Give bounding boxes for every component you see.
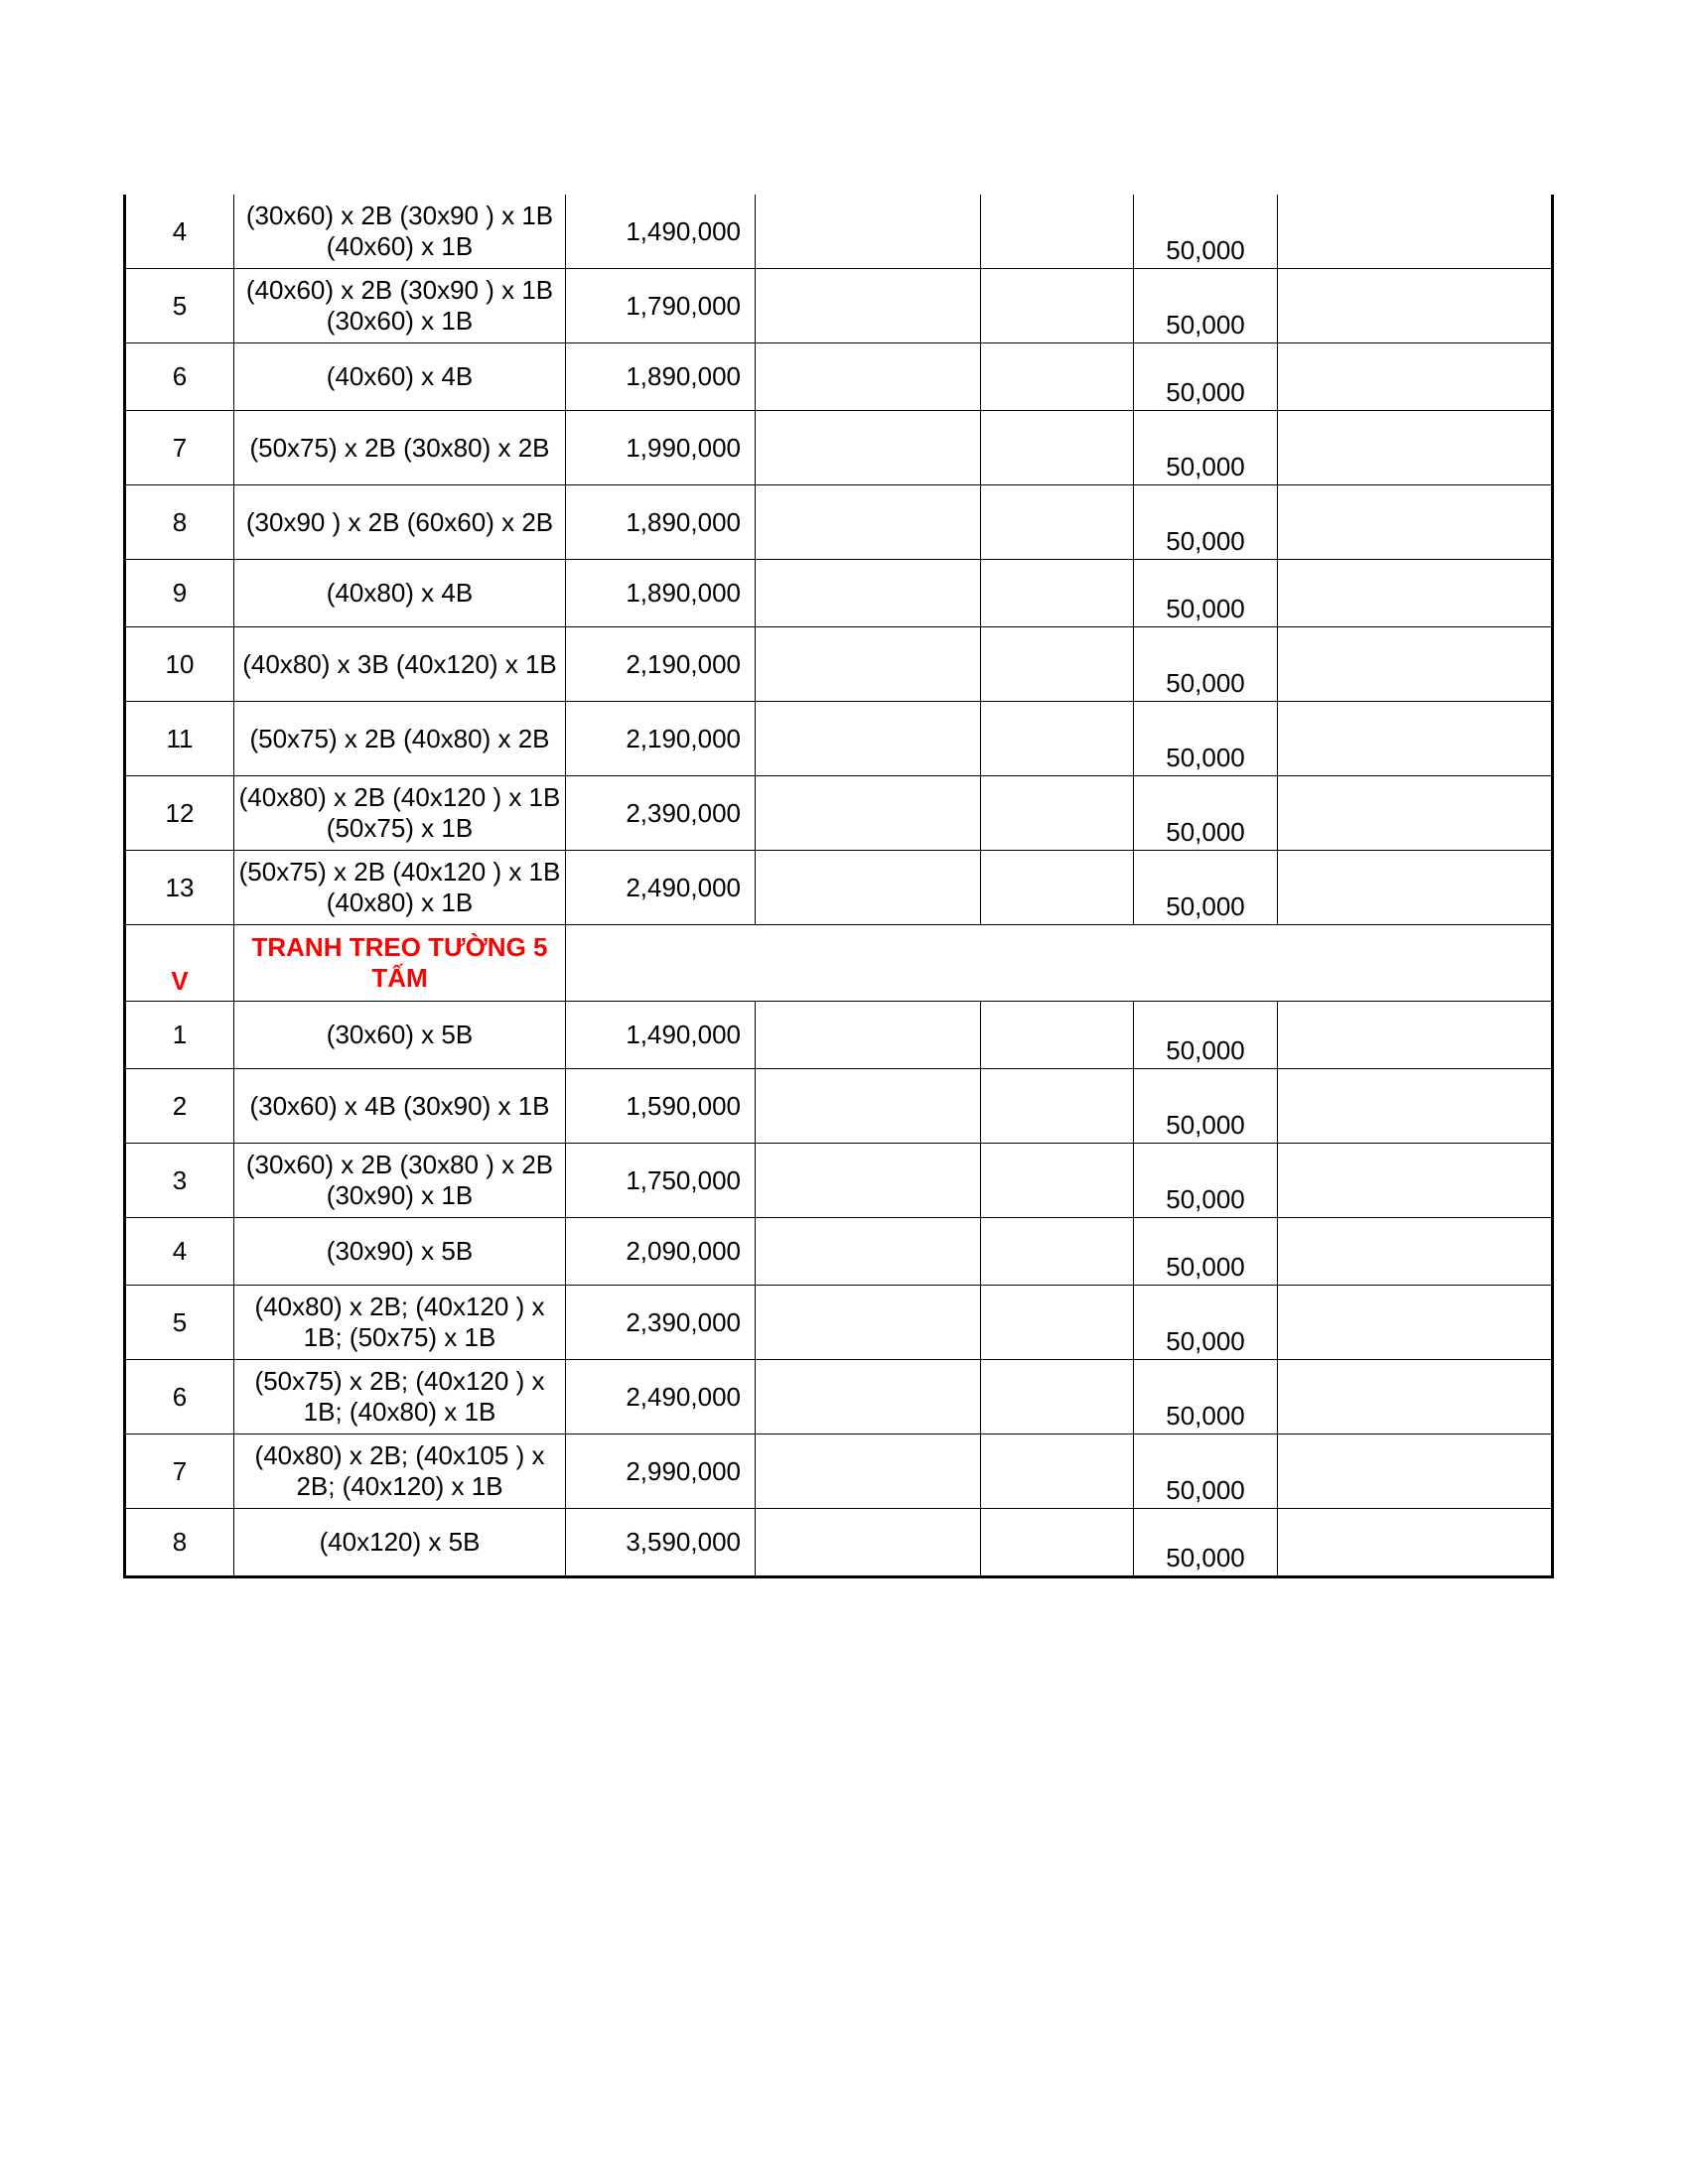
empty-cell <box>981 851 1134 925</box>
row-shipping: 50,000 <box>1134 1069 1278 1144</box>
row-description: (50x75) x 2B (30x80) x 2B <box>234 411 566 485</box>
row-description: (40x60) x 4B <box>234 343 566 411</box>
empty-cell <box>1278 1002 1553 1069</box>
table-row <box>125 1144 1553 1218</box>
empty-cell <box>1278 1144 1553 1218</box>
empty-cell <box>756 1218 981 1286</box>
row-description: (40x80) x 2B (40x120 ) x 1B (50x75) x 1B <box>234 776 566 851</box>
empty-cell <box>1278 1509 1553 1577</box>
row-number: 10 <box>125 627 234 702</box>
row-number: 7 <box>125 411 234 485</box>
empty-cell <box>1278 411 1553 485</box>
row-number: 9 <box>125 560 234 627</box>
row-shipping: 50,000 <box>1134 1286 1278 1360</box>
empty-cell <box>1278 702 1553 776</box>
empty-cell <box>1278 269 1553 343</box>
table-row <box>125 1434 1553 1509</box>
empty-cell <box>756 1360 981 1434</box>
empty-cell <box>981 1144 1134 1218</box>
row-number: 2 <box>125 1069 234 1144</box>
empty-cell <box>756 702 981 776</box>
empty-cell <box>756 411 981 485</box>
row-price: 2,190,000 <box>566 627 756 702</box>
row-number: 3 <box>125 1144 234 1218</box>
row-number: 7 <box>125 1434 234 1509</box>
empty-cell <box>1278 851 1553 925</box>
table-row <box>125 411 1553 485</box>
row-number: 13 <box>125 851 234 925</box>
table-row <box>125 1218 1553 1286</box>
empty-cell <box>1278 925 1553 1002</box>
table-row <box>125 1360 1553 1434</box>
empty-cell <box>1278 1434 1553 1509</box>
empty-cell <box>756 1286 981 1360</box>
empty-cell <box>981 702 1134 776</box>
row-number: 5 <box>125 1286 234 1360</box>
table-row <box>125 1002 1553 1069</box>
row-price: 1,590,000 <box>566 1069 756 1144</box>
row-price: 1,490,000 <box>566 195 756 269</box>
empty-cell <box>1278 1286 1553 1360</box>
row-shipping: 50,000 <box>1134 1360 1278 1434</box>
row-description: (30x60) x 2B (30x80 ) x 2B (30x90) x 1B <box>234 1144 566 1218</box>
row-number: 6 <box>125 1360 234 1434</box>
row-shipping: 50,000 <box>1134 485 1278 560</box>
table-row <box>125 1286 1553 1360</box>
section-v-header-body <box>125 925 1553 1002</box>
row-shipping: 50,000 <box>1134 1509 1278 1577</box>
empty-cell <box>981 1218 1134 1286</box>
row-shipping: 50,000 <box>1134 1218 1278 1286</box>
row-number: 6 <box>125 343 234 411</box>
row-description: (50x75) x 2B; (40x120 ) x 1B; (40x80) x 1B <box>234 1360 566 1434</box>
row-price: 2,390,000 <box>566 1286 756 1360</box>
empty-cell <box>981 776 1134 851</box>
empty-cell <box>756 1434 981 1509</box>
row-price: 1,790,000 <box>566 269 756 343</box>
empty-cell <box>756 1144 981 1218</box>
row-description: (40x60) x 2B (30x90 ) x 1B (30x60) x 1B <box>234 269 566 343</box>
row-price: 2,190,000 <box>566 702 756 776</box>
row-shipping: 50,000 <box>1134 851 1278 925</box>
empty-cell <box>981 1434 1134 1509</box>
empty-cell <box>1278 1360 1553 1434</box>
empty-cell <box>756 485 981 560</box>
row-price: 2,090,000 <box>566 1218 756 1286</box>
row-description: (30x90 ) x 2B (60x60) x 2B <box>234 485 566 560</box>
row-shipping: 50,000 <box>1134 776 1278 851</box>
row-number: 4 <box>125 195 234 269</box>
price-table <box>123 195 1554 1578</box>
empty-cell <box>756 560 981 627</box>
row-number: 11 <box>125 702 234 776</box>
empty-cell <box>756 1002 981 1069</box>
row-description: (30x90) x 5B <box>234 1218 566 1286</box>
row-number: 8 <box>125 485 234 560</box>
row-shipping: 50,000 <box>1134 1144 1278 1218</box>
row-price: 2,990,000 <box>566 1434 756 1509</box>
empty-cell <box>981 195 1134 269</box>
row-price: 2,490,000 <box>566 851 756 925</box>
empty-cell <box>981 1509 1134 1577</box>
empty-cell <box>756 269 981 343</box>
row-number: 8 <box>125 1509 234 1577</box>
table-row <box>125 1069 1553 1144</box>
empty-cell <box>1278 1069 1553 1144</box>
row-shipping: 50,000 <box>1134 702 1278 776</box>
row-price: 1,890,000 <box>566 560 756 627</box>
table-row <box>125 269 1553 343</box>
row-description: (40x120) x 5B <box>234 1509 566 1577</box>
group-iv-body <box>125 195 1553 925</box>
row-price: 1,750,000 <box>566 1144 756 1218</box>
row-shipping: 50,000 <box>1134 343 1278 411</box>
row-shipping: 50,000 <box>1134 1002 1278 1069</box>
empty-cell <box>756 343 981 411</box>
row-description: (40x80) x 2B; (40x105 ) x 2B; (40x120) x 1B <box>234 1434 566 1509</box>
row-number: 12 <box>125 776 234 851</box>
row-shipping: 50,000 <box>1134 560 1278 627</box>
row-shipping: 50,000 <box>1134 1434 1278 1509</box>
empty-cell <box>981 411 1134 485</box>
row-price: 1,490,000 <box>566 1002 756 1069</box>
empty-cell <box>1278 343 1553 411</box>
row-shipping: 50,000 <box>1134 411 1278 485</box>
empty-cell <box>981 1002 1134 1069</box>
row-shipping: 50,000 <box>1134 195 1278 269</box>
row-price: 1,890,000 <box>566 485 756 560</box>
section-header-row <box>125 925 1553 1002</box>
empty-cell <box>1278 776 1553 851</box>
table-row <box>125 627 1553 702</box>
row-description: (30x60) x 5B <box>234 1002 566 1069</box>
empty-cell <box>981 485 1134 560</box>
empty-cell <box>981 627 1134 702</box>
table-row <box>125 485 1553 560</box>
row-shipping: 50,000 <box>1134 627 1278 702</box>
empty-cell <box>756 851 981 925</box>
row-description: (50x75) x 2B (40x120 ) x 1B (40x80) x 1B <box>234 851 566 925</box>
section-roman-numeral: V <box>125 925 234 1002</box>
empty-cell <box>1278 195 1553 269</box>
row-shipping: 50,000 <box>1134 269 1278 343</box>
row-price: 1,890,000 <box>566 343 756 411</box>
empty-cell <box>756 1509 981 1577</box>
empty-cell <box>756 195 981 269</box>
row-price: 2,390,000 <box>566 776 756 851</box>
empty-cell <box>756 627 981 702</box>
empty-cell <box>1278 560 1553 627</box>
table-row <box>125 343 1553 411</box>
row-number: 4 <box>125 1218 234 1286</box>
section-title: TRANH TREO TƯỜNG 5 TẤM <box>234 925 566 1002</box>
row-description: (40x80) x 2B; (40x120 ) x 1B; (50x75) x 1B <box>234 1286 566 1360</box>
empty-cell <box>756 1069 981 1144</box>
table-row <box>125 851 1553 925</box>
row-description: (50x75) x 2B (40x80) x 2B <box>234 702 566 776</box>
empty-cell <box>1278 485 1553 560</box>
empty-cell <box>981 1069 1134 1144</box>
empty-cell <box>756 776 981 851</box>
table-row <box>125 1509 1553 1577</box>
empty-cell <box>1278 627 1553 702</box>
row-description: (30x60) x 4B (30x90) x 1B <box>234 1069 566 1144</box>
empty-cell <box>981 1286 1134 1360</box>
row-description: (40x80) x 4B <box>234 560 566 627</box>
section-blank-span <box>566 925 1278 1002</box>
row-number: 1 <box>125 1002 234 1069</box>
row-description: (40x80) x 3B (40x120) x 1B <box>234 627 566 702</box>
empty-cell <box>981 1360 1134 1434</box>
empty-cell <box>981 269 1134 343</box>
price-table-sheet <box>123 195 1531 1578</box>
table-row <box>125 776 1553 851</box>
row-price: 2,490,000 <box>566 1360 756 1434</box>
table-row <box>125 195 1553 269</box>
empty-cell <box>981 560 1134 627</box>
row-description: (30x60) x 2B (30x90 ) x 1B (40x60) x 1B <box>234 195 566 269</box>
empty-cell <box>1278 1218 1553 1286</box>
row-price: 1,990,000 <box>566 411 756 485</box>
row-price: 3,590,000 <box>566 1509 756 1577</box>
table-row <box>125 560 1553 627</box>
table-row <box>125 702 1553 776</box>
empty-cell <box>981 343 1134 411</box>
row-number: 5 <box>125 269 234 343</box>
group-v-body <box>125 1002 1553 1577</box>
